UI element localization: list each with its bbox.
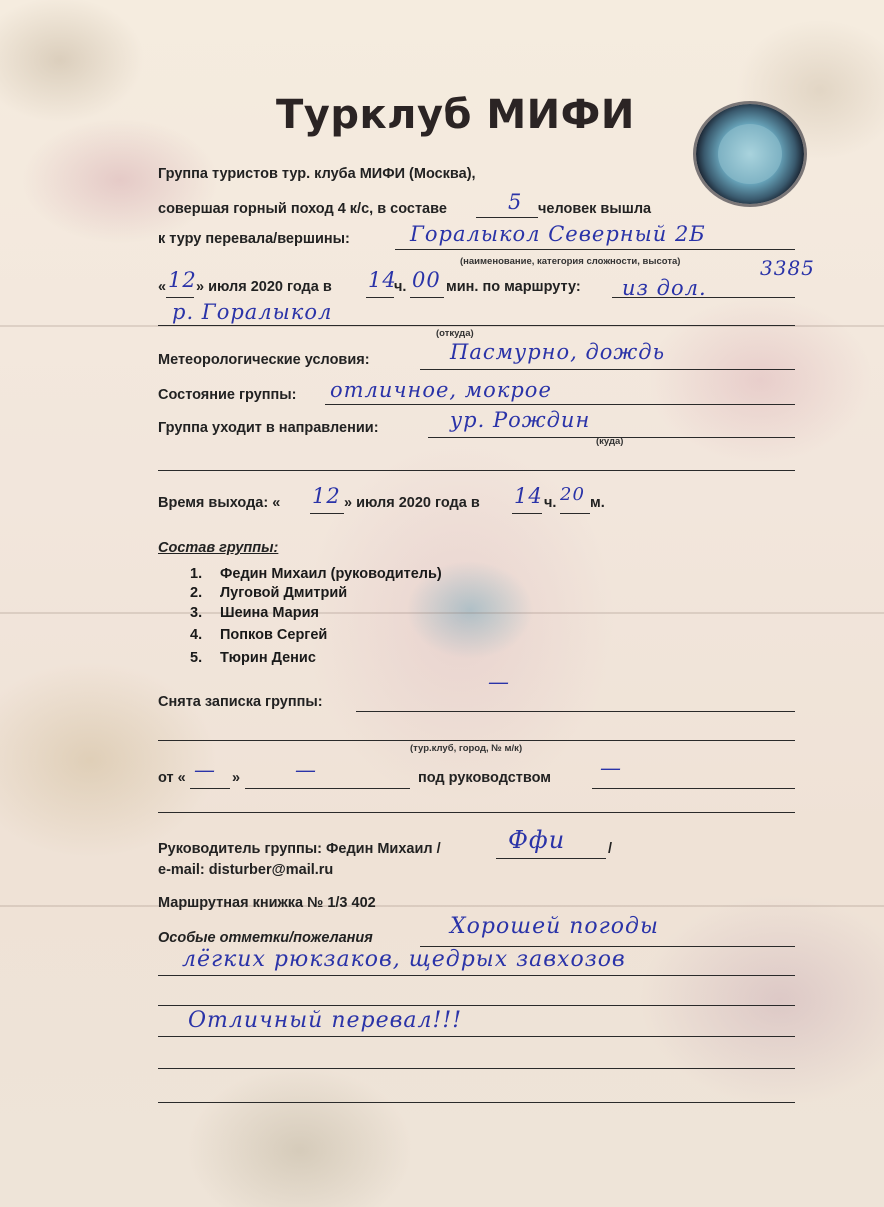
handwritten-height: 3385	[760, 256, 815, 280]
exit-hour-line	[512, 513, 542, 514]
pass-hint: (наименование, категория сложности, высота)	[460, 256, 681, 267]
from-line-2	[158, 812, 795, 813]
handwritten-hour: 14	[368, 268, 397, 292]
from-month-line	[245, 788, 410, 789]
handwritten-wish-3: Отличный перевал!!!	[188, 1008, 463, 1033]
notes-line-2	[158, 975, 795, 976]
count-line	[476, 217, 538, 218]
handwritten-pass: Горалыкол Северный 2Б	[410, 222, 706, 246]
signature-line	[496, 858, 606, 859]
from-close-quote: »	[232, 770, 241, 786]
date-open-quote: «	[158, 279, 167, 295]
handwritten-dash: —	[194, 758, 216, 782]
pass-label: к туру перевала/вершины:	[158, 231, 350, 247]
list-item: 3. Шеина Мария	[190, 605, 319, 621]
to-hint: (куда)	[596, 436, 624, 447]
notes-line-6	[158, 1102, 795, 1103]
handwritten-dash: —	[488, 670, 510, 694]
direction-line-2	[158, 470, 795, 471]
list-item: 5. Тюрин Денис	[190, 650, 316, 666]
handwritten-count: 5	[508, 190, 523, 214]
handwritten-state: отличное, мокрое	[330, 378, 552, 402]
club-hint: (тур.клуб, город, № м/к)	[410, 743, 523, 754]
from-label: от «	[158, 770, 186, 786]
handwritten-wish-1: Хорошей погоды	[450, 914, 659, 939]
notes-line-4	[158, 1036, 795, 1037]
signature-slash: /	[608, 841, 613, 857]
from-hint: (откуда)	[436, 328, 474, 339]
people-label: человек вышла	[538, 201, 652, 217]
leader-under-label: под руководством	[418, 770, 551, 786]
notes-line-3	[158, 1005, 795, 1006]
hour-unit: ч.	[394, 279, 407, 295]
pass-line	[395, 249, 795, 250]
date-label: » июля 2020 года в	[196, 279, 332, 295]
composition-label: совершая горный поход 4 к/с, в составе	[158, 201, 447, 217]
notes-label: Особые отметки/пожелания	[158, 930, 373, 946]
exit-day-line	[310, 513, 344, 514]
exit-hour-unit: ч.	[544, 495, 557, 511]
club-line	[158, 740, 795, 741]
handwritten-weather: Пасмурно, дождь	[450, 340, 666, 364]
direction-label: Группа уходит в направлении:	[158, 420, 379, 436]
state-label: Состояние группы:	[158, 387, 297, 403]
handwritten-exit-day: 12	[312, 484, 341, 508]
exit-date-label: » июля 2020 года в	[344, 495, 480, 511]
handwritten-exit-min: 20	[560, 484, 585, 505]
day-line	[166, 297, 194, 298]
weather-label: Метеорологические условия:	[158, 352, 370, 368]
handwritten-direction: ур. Рождин	[450, 408, 591, 432]
paper-fold	[0, 612, 884, 614]
intro-line: Группа туристов тур. клуба МИФИ (Москва),	[158, 166, 476, 182]
leader-label: Руководитель группы: Федин Михаил /	[158, 841, 441, 857]
handwritten-signature: Ффи	[508, 826, 566, 854]
note-taken-line	[356, 711, 795, 712]
handwritten-dash: —	[600, 756, 622, 780]
weather-line	[420, 369, 795, 370]
leader-under-line	[592, 788, 795, 789]
route-label: мин. по маршруту:	[446, 279, 581, 295]
handwritten-minute: 00	[412, 268, 441, 292]
paper-fold	[0, 905, 884, 907]
minute-line	[410, 297, 444, 298]
handwritten-route-2: р. Горалыкол	[172, 300, 333, 324]
exit-min-unit: м.	[590, 495, 605, 511]
route-line-2	[158, 325, 795, 326]
from-day-line	[190, 788, 230, 789]
state-line	[325, 404, 795, 405]
document-title: Турклуб МИФИ	[276, 92, 635, 138]
route-book-number: Маршрутная книжка № 1/3 402	[158, 895, 376, 911]
handwritten-exit-hour: 14	[514, 484, 543, 508]
handwritten-route-1: из дол.	[622, 276, 707, 300]
group-heading: Состав группы:	[158, 540, 279, 556]
handwritten-wish-2: лёгких рюкзаков, щедрых завхозов	[182, 947, 626, 972]
notes-line-5	[158, 1068, 795, 1069]
hour-line	[366, 297, 394, 298]
leader-email: e-mail: disturber@mail.ru	[158, 862, 334, 878]
club-seal-icon	[696, 104, 804, 204]
note-taken-label: Снята записка группы:	[158, 694, 323, 710]
list-item: 1. Федин Михаил (руководитель)	[190, 566, 442, 582]
exit-min-line	[560, 513, 590, 514]
handwritten-dash: —	[295, 758, 317, 782]
list-item: 2. Луговой Дмитрий	[190, 585, 348, 601]
exit-label: Время выхода: «	[158, 495, 281, 511]
handwritten-day: 12	[168, 268, 197, 292]
list-item: 4. Попков Сергей	[190, 627, 328, 643]
